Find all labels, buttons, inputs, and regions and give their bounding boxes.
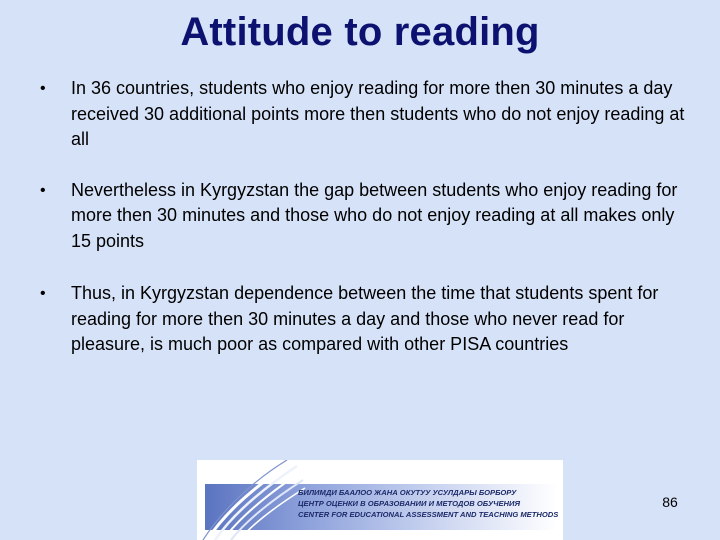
logo-line-kyrgyz: БИЛИМДИ БААЛОО ЖАНА ОКУТУУ УСУЛДАРЫ БОРБОРУ xyxy=(298,488,517,497)
logo-text xyxy=(298,487,558,520)
bullet-list xyxy=(40,76,690,358)
page-number: 86 xyxy=(662,494,678,510)
slide-title: Attitude to reading xyxy=(180,10,540,54)
bullet-marker: • xyxy=(40,285,46,302)
bullet-text: In 36 countries, students who enjoy reading for more then 30 minutes a day received 30 additional points more then students who do not enjoy reading at all xyxy=(71,78,685,149)
bullet-item xyxy=(40,281,690,358)
logo-line-russian: ЦЕНТР ОЦЕНКИ В ОБРАЗОВАНИИ И МЕТОДОВ ОБУЧЕНИЯ xyxy=(298,499,521,508)
bullet-text: Nevertheless in Kyrgyzstan the gap between students who enjoy reading for more then 30 minutes and those who do not enjoy reading at all makes only 15 points xyxy=(71,179,678,251)
bullet-item xyxy=(40,76,690,153)
bullet-text: Thus, in Kyrgyzstan dependence between the time that students spent for reading for more then 30 minutes a day and those who never read for pleasure, is much poor as compared with other PISA countries xyxy=(71,283,659,354)
bullet-item xyxy=(40,178,690,255)
logo-line-english: CENTER FOR EDUCATIONAL ASSESSMENT AND TEACHING METHODS xyxy=(298,510,559,519)
organization-logo xyxy=(197,460,563,540)
bullet-marker: • xyxy=(40,181,46,199)
bullet-marker: • xyxy=(40,80,46,97)
